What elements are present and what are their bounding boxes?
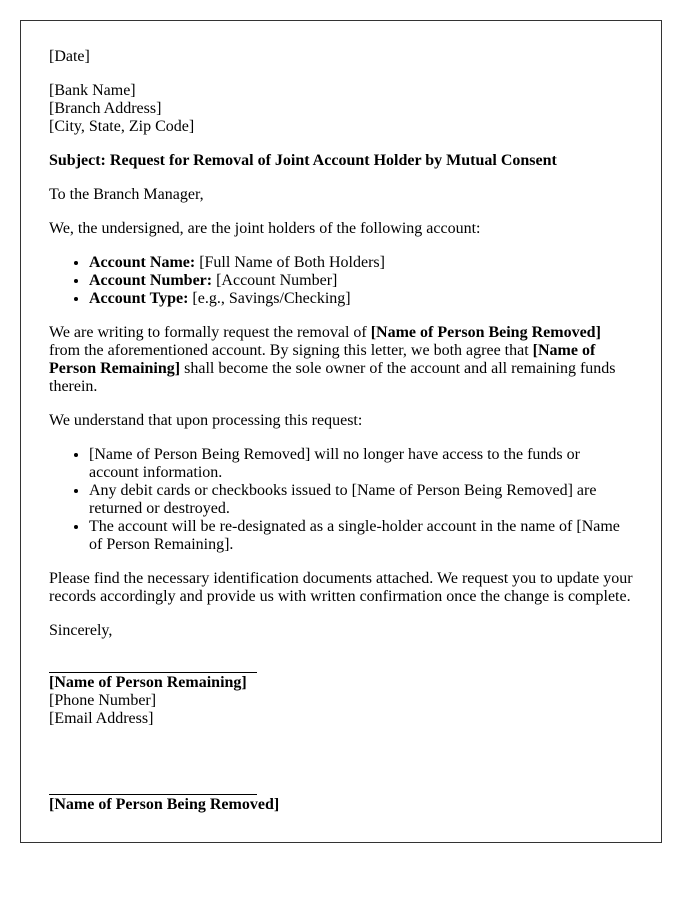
understanding-list (49, 446, 633, 554)
signature-line (49, 672, 257, 673)
understanding-item: • The account will be re-designated as a single-holder account in the name of [Name of Person Remaining]. (89, 518, 633, 554)
intro-paragraph: We, the undersigned, are the joint holders of the following account: (49, 220, 481, 237)
bank-name: [Bank Name] (49, 82, 136, 99)
city-state-zip: [City, State, Zip Code] (49, 118, 195, 135)
recipient-address (49, 82, 633, 136)
signatory-phone: [Phone Number] (49, 692, 157, 709)
salutation: To the Branch Manager, (49, 186, 204, 203)
closing-paragraph: Please find the necessary identification documents attached. We request you to update your records accordingly and provide us with written confirmation once the change is complete. (49, 570, 633, 605)
account-detail-label: Account Name: (89, 254, 196, 271)
signatory-name: [Name of Person Being Removed] (49, 796, 280, 813)
account-detail-item (89, 290, 633, 308)
sign-off: Sincerely, (49, 622, 113, 639)
letter-subject: Subject: Request for Removal of Joint Account Holder by Mutual Consent (49, 152, 557, 169)
account-detail-value: [e.g., Savings/Checking] (188, 290, 351, 307)
account-detail-item (89, 272, 633, 290)
account-detail-value: [Account Number] (212, 272, 338, 289)
letter-date: [Date] (49, 48, 90, 65)
signature-block-remaining (49, 672, 633, 728)
understanding-item: • Any debit cards or checkbooks issued to [Name of Person Being Removed] are returned or destroyed. (89, 482, 633, 518)
account-detail-label: Account Type: (89, 290, 189, 307)
person-remaining-placeholder: [Name of Person Remaining] (49, 342, 596, 377)
understanding-intro: We understand that upon processing this request: (49, 412, 363, 429)
signature-line (49, 794, 257, 795)
account-detail-label: Account Number: (89, 272, 213, 289)
person-being-removed-placeholder: [Name of Person Being Removed] (370, 324, 601, 341)
document-viewport (20, 20, 662, 813)
account-details-list (49, 254, 633, 308)
branch-address: [Branch Address] (49, 100, 162, 117)
account-detail-item (89, 254, 633, 272)
account-detail-value: [Full Name of Both Holders] (195, 254, 385, 271)
request-text: shall become the sole owner of the account and all remaining funds therein. (49, 360, 616, 395)
understanding-item: • [Name of Person Being Removed] will no longer have access to the funds or account information. (89, 446, 633, 482)
request-text: from the aforementioned account. By signing this letter, we both agree that (49, 342, 533, 359)
signatory-email: [Email Address] (49, 710, 154, 727)
request-paragraph (49, 324, 633, 396)
signatory-name: [Name of Person Remaining] (49, 674, 247, 691)
signature-block-removed (49, 794, 633, 814)
letter-page (20, 20, 662, 843)
request-text: We are writing to formally request the removal of (49, 324, 371, 341)
